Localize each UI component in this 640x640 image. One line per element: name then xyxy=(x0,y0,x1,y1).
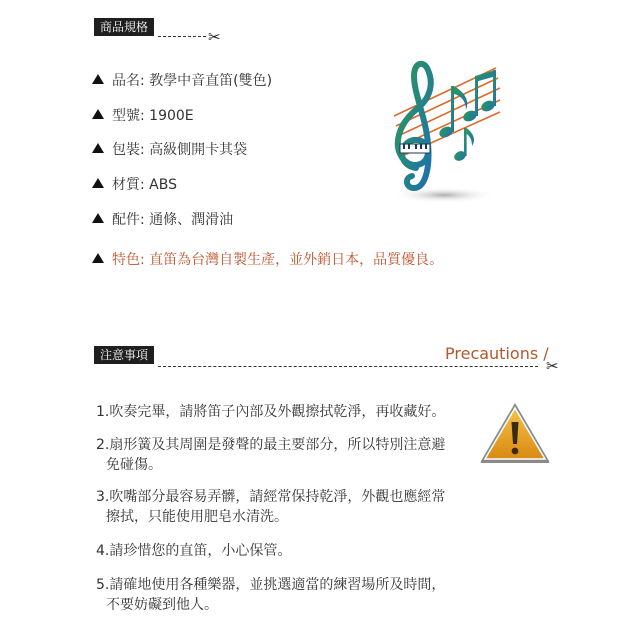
bullet-triangle-icon xyxy=(92,213,104,223)
bullet-triangle-icon xyxy=(92,178,104,188)
note-item-1: 1.吹奏完畢，請將笛子內部及外觀擦拭乾淨，再收藏好。 xyxy=(96,404,446,420)
notes-divider xyxy=(158,366,538,367)
scissors-icon: ✂ xyxy=(208,28,221,46)
spec-item-material: 材質: ABS xyxy=(92,176,177,194)
bullet-triangle-icon xyxy=(92,143,104,153)
note-item-3: 3.吹嘴部分最容易弄髒，請經常保持乾淨，外觀也應經常 擦拭，只能使用肥皂水清洗。 xyxy=(96,489,446,525)
note-item-4: 4.請珍惜您的直笛，小心保管。 xyxy=(96,543,292,559)
warning-triangle-icon xyxy=(478,400,552,466)
specs-section-tag: 商品規格 xyxy=(94,18,154,36)
note-item-2: 2.扇形簧及其周圍是發聲的最主要部分，所以特別注意避 免碰傷。 xyxy=(96,437,446,473)
note-item-5: 5.請確地使用各種樂器，並挑選適當的練習場所及時間， 不要妨礙到他人。 xyxy=(96,577,446,613)
specs-divider xyxy=(158,36,206,37)
notes-section-tag: 注意事項 xyxy=(94,346,154,364)
bullet-triangle-icon xyxy=(92,109,104,119)
spec-item-package: 包裝: 高級側開卡其袋 xyxy=(92,141,247,159)
bullet-triangle-icon xyxy=(92,253,104,263)
spec-item-model: 型號: 1900E xyxy=(92,107,194,125)
bullet-triangle-icon xyxy=(92,74,104,84)
treble-clef-music-notes-icon xyxy=(384,48,504,208)
spec-item-feature: 特色: 直笛為台灣自製生產，並外銷日本，品質優良。 xyxy=(92,251,443,269)
spec-item-name: 品名: 教學中音直笛(雙色) xyxy=(92,72,272,90)
spec-item-accessories: 配件: 通條、潤滑油 xyxy=(92,211,233,229)
scissors-icon: ✂ xyxy=(546,357,559,375)
precautions-title: Precautions / xyxy=(445,344,549,363)
